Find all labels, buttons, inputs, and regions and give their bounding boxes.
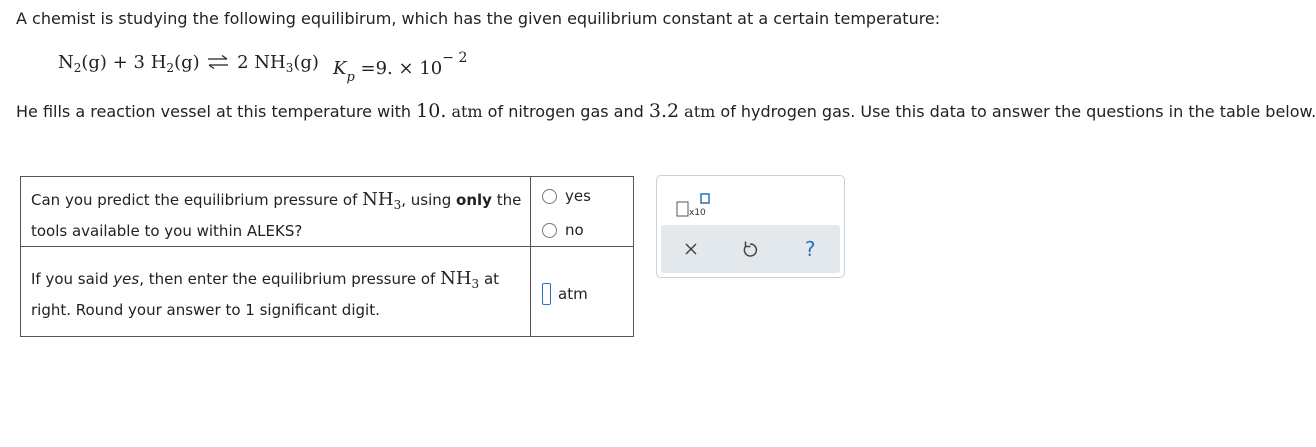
answer-toolbar bbox=[656, 175, 845, 278]
question-2-text: If you said yes, then enter the equilibrium pressure of $NH_3$ at right. Round your answer to 1 significant digit. bbox=[21, 247, 531, 337]
question-1-text: Can you predict the equilibrium pressure of $NH_3$, using only the tools available to you within ALEKS? bbox=[21, 177, 531, 247]
undo-icon[interactable] bbox=[732, 231, 768, 267]
question-1-answer-cell bbox=[531, 177, 634, 247]
yes-radio[interactable] bbox=[542, 189, 557, 204]
equilibrium-arrows-icon bbox=[207, 53, 229, 74]
option-no[interactable] bbox=[542, 215, 633, 245]
option-yes-label: yes bbox=[565, 187, 591, 205]
chemical-equation: $N_2(g) + 3$ $H_2(g)$ 2 $NH_3(g)$ bbox=[58, 52, 319, 75]
scientific-notation-icon[interactable] bbox=[675, 193, 715, 219]
help-icon[interactable]: ? bbox=[804, 237, 816, 261]
problem-instruction: He fills a reaction vessel at this temperature with 10. atm of nitrogen gas and 3.2 atm of hydrogen gas. Use this data to answer the questions in the table below. bbox=[16, 100, 1316, 122]
question-2-answer-cell bbox=[531, 247, 634, 337]
clear-icon[interactable] bbox=[673, 231, 709, 267]
option-no-label: no bbox=[565, 221, 584, 239]
pressure-unit-label: atm bbox=[558, 285, 588, 303]
question-table bbox=[20, 176, 634, 337]
pressure-answer-input[interactable] bbox=[542, 283, 551, 305]
no-radio[interactable] bbox=[542, 223, 557, 238]
svg-text:x10: x10 bbox=[689, 208, 706, 218]
problem-intro: A chemist is studying the following equilibirum, which has the given equilibrium constant at a certain temperature: bbox=[16, 9, 941, 28]
equilibrium-constant: $K_p =9$. × $10^{- 2}$ bbox=[333, 50, 468, 85]
toolbar-actions bbox=[661, 225, 840, 273]
option-yes[interactable] bbox=[542, 181, 633, 211]
